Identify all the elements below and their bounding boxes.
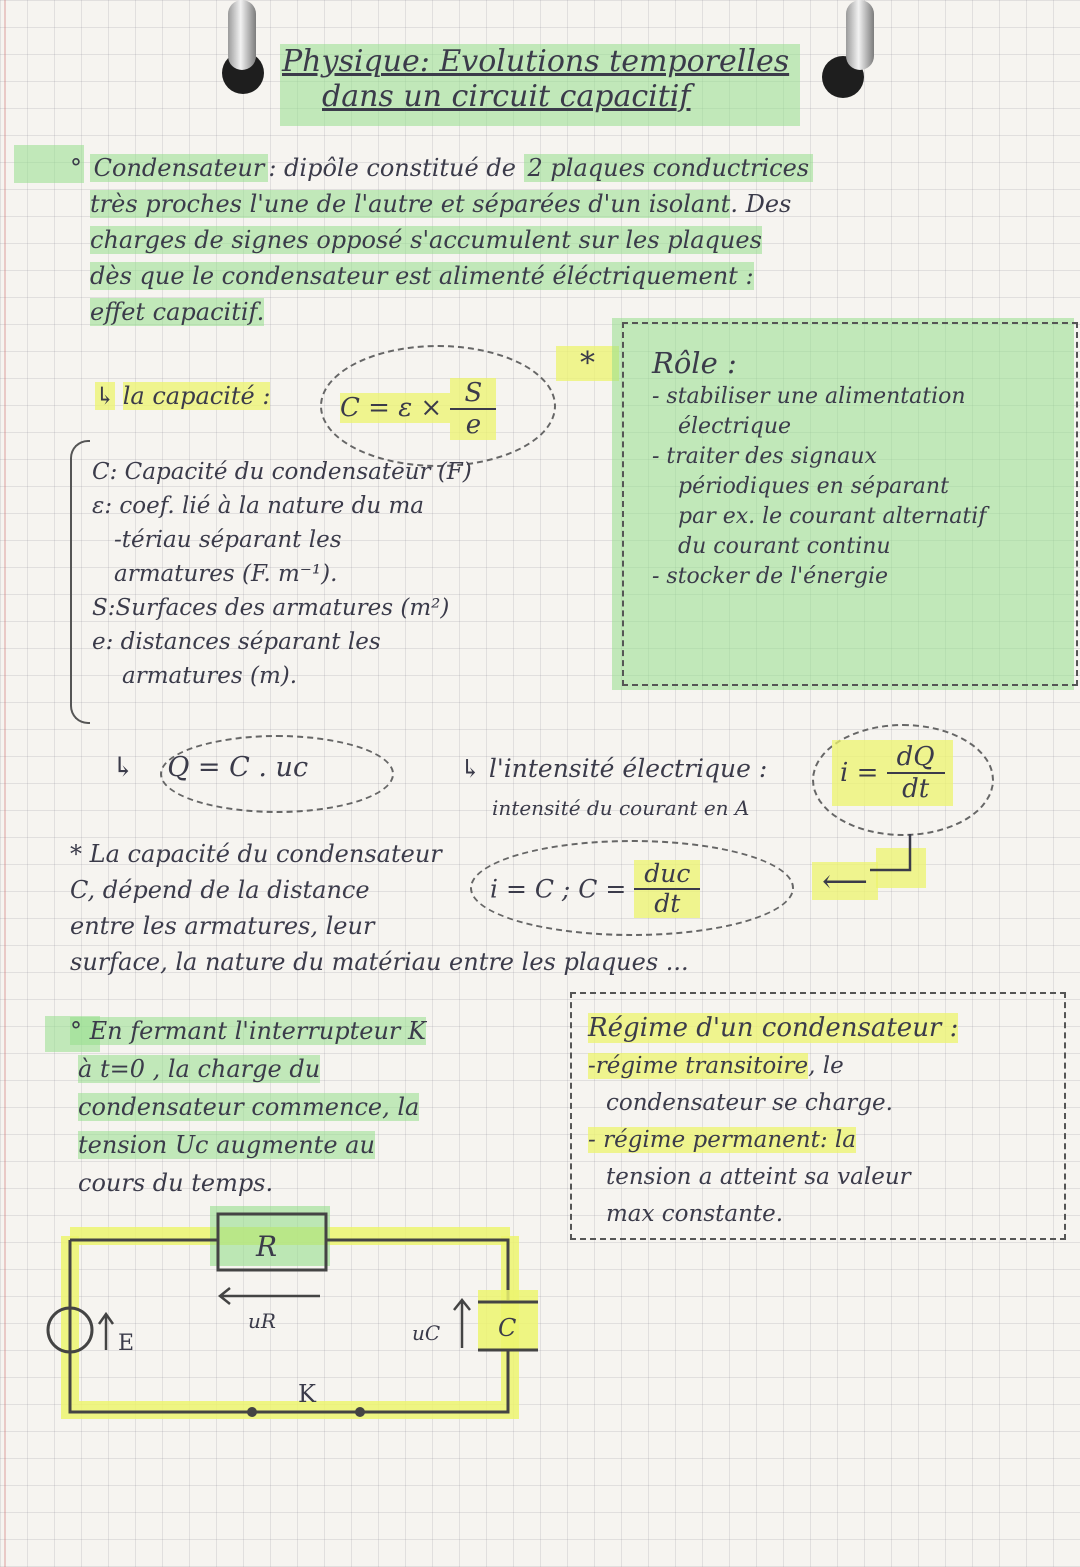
fermeture-text: tension Uc augmente au — [78, 1131, 375, 1159]
title-line-1: Physique: Evolutions temporelles — [282, 44, 790, 79]
definition-item: -tériau séparant les — [114, 527, 342, 553]
fermeture-line — [78, 1088, 426, 1126]
intensite-label — [460, 754, 767, 783]
regime-line — [606, 1085, 958, 1122]
intensite-sub: intensité du courant en A — [492, 796, 750, 820]
regime-text: - régime permanent: la — [588, 1127, 856, 1153]
E-arrow — [99, 1314, 113, 1350]
E-label: E — [118, 1331, 135, 1356]
definition-item: C: Capacité du condensateur (F) — [92, 459, 472, 485]
fraction-numerator: S — [450, 378, 496, 410]
formula-lhs: i = — [840, 758, 887, 788]
regime-text: condensateur se charge. — [606, 1090, 893, 1116]
fermeture-text: à t=0 , la charge du — [78, 1055, 321, 1083]
intro-text: dès que le condensateur est alimenté éléctriquement : — [90, 262, 754, 290]
definition-item: e: distances séparant les — [92, 629, 381, 655]
intro-text: charges de signes opposé s'accumulent sur les plaques — [90, 226, 762, 254]
uC-arrow — [454, 1300, 470, 1348]
binder-ring-right — [846, 0, 874, 70]
definition-item: ε: coef. lié à la nature du ma — [92, 493, 424, 519]
regime-title-line — [588, 1010, 958, 1048]
fermeture-line — [78, 1050, 426, 1088]
intensite-text: ↳ l'intensité électrique : — [460, 754, 768, 783]
fraction-denominator: dt — [654, 889, 681, 918]
fraction-numerator: dQ — [887, 742, 945, 774]
K-label: K — [298, 1380, 316, 1408]
note-line: surface, la nature du matériau entre les plaques ... — [70, 948, 689, 976]
regime-line — [606, 1159, 958, 1196]
capacite-label: la capacité : — [122, 382, 271, 410]
charge-formula — [112, 752, 308, 783]
intro-text: très proches l'une de l'autre et séparées d'un isolant — [90, 190, 731, 218]
role-item: - stabiliser une alimentation — [652, 384, 966, 409]
regime-content — [588, 1010, 958, 1233]
definitions-bracket — [70, 440, 90, 724]
bullet-mark: ° — [70, 154, 82, 182]
intro-text: effet capacitif. — [90, 298, 265, 326]
formula-lhs: i = C ; C = — [490, 874, 635, 904]
intro-line-3 — [90, 222, 1070, 258]
definition-item: armatures (m). — [122, 663, 298, 689]
formula-lhs: C = ε × — [340, 393, 451, 423]
uC-label: uC — [412, 1321, 441, 1345]
current-formula — [490, 860, 700, 918]
role-item: - stocker de l'énergie — [652, 564, 889, 589]
charge-formula-text: Q = C . uc — [167, 752, 309, 783]
regime-title: Régime d'un condensateur : — [588, 1013, 959, 1043]
fermeture-text: cours du temps. — [78, 1169, 274, 1197]
note-line: entre les armatures, leur — [70, 912, 375, 940]
asterisk-mark: * — [556, 346, 619, 381]
intro-line-4 — [90, 258, 1070, 294]
capacite-line — [95, 378, 270, 414]
fraction-denominator: dt — [902, 774, 930, 804]
binder-ring-left — [228, 0, 256, 70]
fraction-numerator: duc — [634, 860, 700, 890]
resistor-label: R — [256, 1230, 278, 1263]
connector-arrow-icon — [870, 830, 950, 890]
formula-fraction — [634, 860, 700, 918]
fraction-denominator: e — [465, 410, 482, 440]
role-item: électrique — [678, 414, 792, 439]
role-item: périodiques en séparant — [678, 474, 949, 499]
regime-text: tension a atteint sa valeur — [606, 1164, 911, 1190]
back-arrow-icon: ⟵ — [812, 862, 878, 900]
role-item: par ex. le courant alternatif — [678, 504, 987, 529]
formula-fraction — [887, 742, 945, 804]
regime-text: -régime transitoire — [588, 1053, 809, 1079]
term-plaques: 2 plaques conductrices — [524, 154, 814, 182]
fermeture-line — [78, 1164, 426, 1202]
definition-item: S:Surfaces des armatures (m²) — [92, 595, 450, 621]
arrow-icon: ↳ — [95, 382, 116, 410]
regime-line — [588, 1122, 958, 1159]
definition-item: armatures (F. m⁻¹). — [114, 561, 338, 587]
capacite-formula — [340, 378, 496, 440]
role-item: - traiter des signaux — [652, 444, 877, 469]
note-line: * La capacité du condensateur — [70, 840, 442, 868]
switch-contact — [355, 1407, 365, 1417]
fermeture-line — [78, 1126, 426, 1164]
C-label: C — [498, 1314, 517, 1342]
fermeture-text: ° En fermant l'interrupteur K — [70, 1017, 426, 1045]
uR-arrow — [220, 1288, 320, 1304]
uR-label: uR — [248, 1309, 276, 1333]
intro-text: . Des — [730, 190, 792, 218]
term-condensateur: Condensateur — [90, 154, 269, 182]
title-line-2: dans un circuit capacitif — [322, 79, 691, 114]
regime-line — [588, 1048, 958, 1085]
intro-text: : dipôle constitué de — [268, 154, 524, 182]
formula-fraction — [450, 378, 496, 440]
role-item: du courant continu — [678, 534, 891, 559]
role-content — [652, 344, 986, 592]
intro-paragraph — [70, 150, 1070, 330]
switch-contact — [247, 1407, 257, 1417]
intro-line-1 — [70, 150, 1070, 186]
role-title: Rôle : — [652, 346, 737, 380]
arrow-icon: ↳ — [112, 752, 135, 783]
note-line: C, dépend de la distance — [70, 876, 370, 904]
regime-text: max constante. — [606, 1201, 784, 1227]
margin-line — [4, 0, 6, 1567]
fermeture-line — [70, 1012, 426, 1050]
definitions-list — [92, 455, 472, 693]
intro-line-2 — [90, 186, 1070, 222]
intensite-formula — [832, 740, 953, 806]
fermeture-paragraph — [70, 1012, 426, 1202]
regime-line — [606, 1196, 958, 1233]
page-title — [282, 44, 789, 114]
fermeture-text: condensateur commence, la — [78, 1093, 420, 1121]
regime-text: , le — [808, 1053, 844, 1079]
rc-circuit-diagram — [30, 1200, 570, 1440]
